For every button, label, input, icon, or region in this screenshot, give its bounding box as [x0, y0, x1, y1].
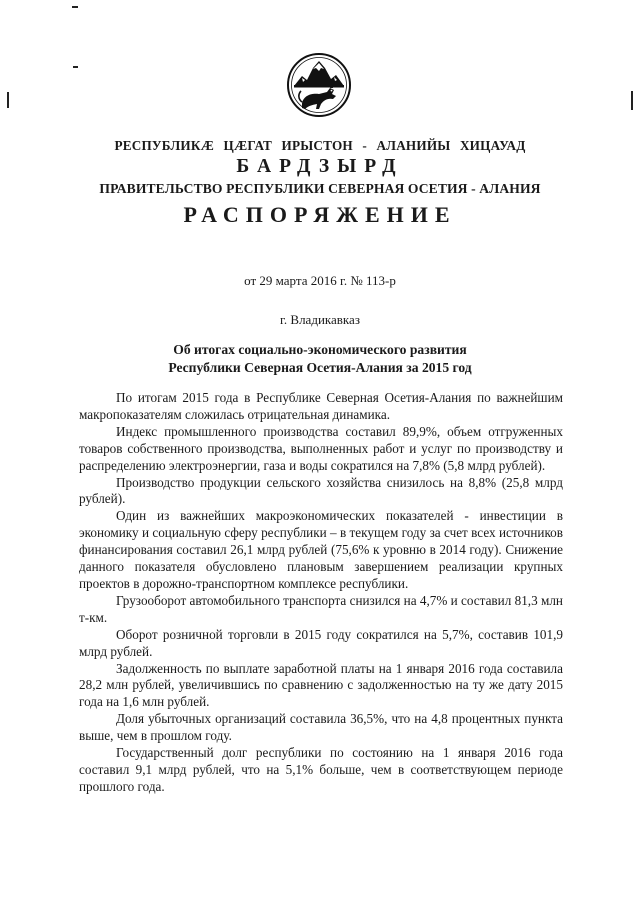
- paragraph: Один из важнейших макроэкономических показателей - инвестиции в экономику и социальную сферу республики – в текущем году за счет всех источников финансирования составил 26,1 млрд рублей (75,6% к уровню в 2014 году). Снижение данного показателя обусловлено плановым завершением реализации крупных проектов в дорожно-транспортном комплексе республики.: [79, 508, 563, 591]
- scan-mark-right: [631, 91, 633, 110]
- scan-mark-top-left: [73, 66, 78, 68]
- paragraph: Индекс промышленного производства составил 89,9%, объем отгруженных товаров собственного производства, выполненных работ и услуг по производству и распределению электроэнергии, газа и воды сократился на 7,8% (5,8 млрд рублей).: [79, 423, 563, 473]
- coat-of-arms-emblem: [286, 52, 352, 118]
- paragraph: Задолженность по выплате заработной платы на 1 января 2016 года составила 28,2 млн рублей, увеличившись по сравнению с задолженностью на ту же дату 2015 года на 1,6 млн рублей.: [79, 660, 563, 710]
- ossetian-document-type: БАРДЗЫРД: [236, 156, 404, 177]
- document-type-heading: РАСПОРЯЖЕНИЕ: [183, 202, 457, 227]
- russian-government-heading: ПРАВИТЕЛЬСТВО РЕСПУБЛИКИ СЕВЕРНАЯ ОСЕТИЯ - АЛАНИЯ: [99, 181, 541, 196]
- document-title-line-2: Республики Северная Осетия-Алания за 2015 год: [168, 360, 472, 375]
- scan-mark-top: [72, 6, 78, 8]
- paragraph: По итогам 2015 года в Республике Северная Осетия-Алания по важнейшим макропоказателям сложилась отрицательная динамика.: [79, 390, 563, 422]
- paragraph: Государственный долг республики по состоянию на 1 января 2016 года составил 9,1 млрд рублей, что на 5,1% больше, чем в соответствующем периоде прошлого года.: [79, 745, 563, 794]
- paragraph: Грузооборот автомобильного транспорта снизился на 4,7% и составил 81,3 млн т-км.: [79, 592, 563, 625]
- scan-mark-left: [7, 92, 9, 108]
- paragraph: Производство продукции сельского хозяйства снизилось на 8,8% (25,8 млрд рублей).: [79, 474, 563, 507]
- document-body: [79, 390, 563, 796]
- ossetian-republic-heading: РЕСПУБЛИКÆ ЦÆГАТ ИРЫСТОН - АЛАНИЙЫ ХИЦАУАД: [114, 138, 526, 153]
- paragraph: Доля убыточных организаций составила 36,5%, что на 4,8 процентных пункта выше, чем в прошлом году.: [79, 711, 563, 744]
- document-city: г. Владикавказ: [280, 312, 360, 327]
- document-date-number: от 29 марта 2016 г. № 113-р: [244, 273, 396, 288]
- document-title: [0, 341, 640, 377]
- document-title-line-1: Об итогах социально-экономического развития: [173, 342, 467, 357]
- paragraph: Оборот розничной торговли в 2015 году сократился на 5,7%, составив 101,9 млрд рублей.: [79, 626, 563, 659]
